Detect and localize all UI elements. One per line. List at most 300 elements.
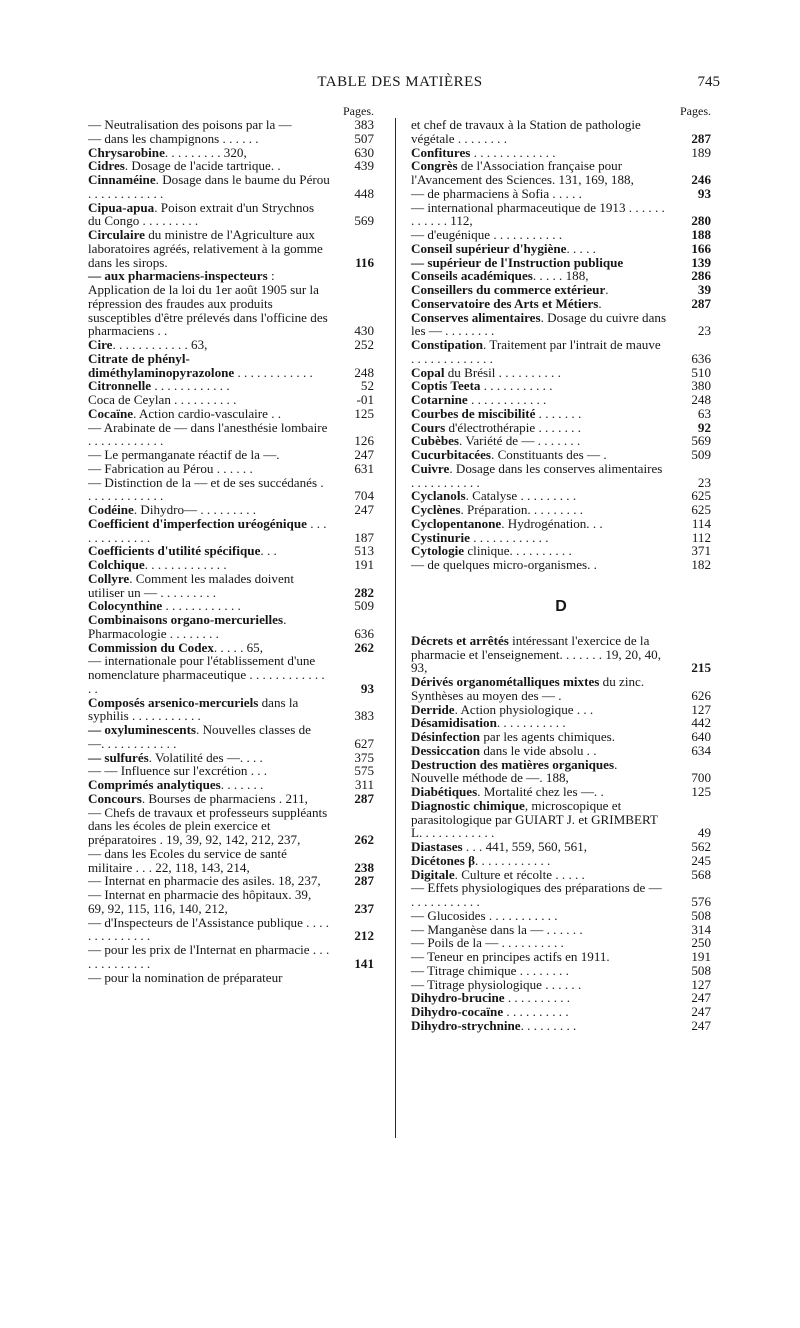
entry-page-number: 513 (354, 543, 374, 559)
index-entry (88, 874, 374, 888)
entry-text (88, 338, 330, 352)
index-entry (88, 971, 374, 985)
entry-text (411, 311, 667, 339)
entry-page-number: 442 (691, 715, 711, 731)
entry-page-number: 23 (697, 323, 711, 339)
entry-heading: Coefficient d'imperfection uréogénique (88, 515, 307, 531)
entry-page-number: 636 (691, 350, 711, 366)
index-entry (411, 393, 711, 407)
entry-heading: Cours (411, 419, 446, 435)
entry-page-number: 125 (354, 405, 374, 421)
entry-page-number: 383 (354, 117, 374, 132)
index-entry (411, 146, 711, 160)
entry-text (411, 950, 667, 964)
page-title: TABLE DES MATIÈRES (317, 74, 483, 90)
index-entries-d (411, 634, 711, 1033)
entry-heading: Diastases (411, 839, 463, 854)
entry-page-number: 625 (691, 488, 711, 504)
entry-description: — de pharmaciens à Sofia . . . . . (411, 185, 582, 201)
index-entry (88, 943, 374, 971)
entry-text (88, 723, 330, 751)
entry-text (411, 964, 667, 978)
entry-description: . . . . . . . . . (520, 1017, 577, 1033)
index-entry (411, 503, 711, 517)
entry-text (88, 641, 330, 655)
index-entry (411, 283, 711, 297)
index-entry (88, 379, 374, 393)
entry-heading: Coptis Teeta (411, 378, 481, 394)
entry-description: . . . (260, 543, 277, 559)
entry-description: par les agents chimiques. (480, 729, 616, 744)
entry-text (88, 971, 330, 985)
entry-text (411, 338, 667, 366)
index-entry (411, 187, 711, 201)
index-entry (411, 854, 711, 868)
entry-heading: Cotarnine (411, 392, 468, 407)
entry-description: — pour la nomination de préparateur (88, 969, 283, 985)
index-entry (411, 269, 711, 283)
index-entries-left (88, 118, 374, 984)
page-header (80, 74, 720, 96)
entry-text (88, 421, 330, 449)
index-entry (411, 558, 711, 572)
entry-heading: Courbes de miscibilité (411, 405, 536, 421)
entry-text (411, 269, 667, 283)
index-entry (88, 352, 374, 380)
entry-text (411, 1019, 667, 1033)
entry-text (411, 283, 667, 297)
entry-heading: Cocaïne (88, 405, 134, 421)
entry-page-number: 52 (360, 378, 374, 394)
index-entry (411, 242, 711, 256)
entry-page-number: 39 (697, 282, 711, 297)
index-column-left (88, 104, 374, 984)
entry-text (88, 572, 330, 600)
entry-heading: Commission du Codex (88, 639, 214, 655)
entry-page-number: 627 (354, 735, 374, 751)
entry-heading: Cubèbes (411, 433, 460, 449)
entry-description: — Internat en pharmacie des asiles. 18, 237, (88, 873, 321, 889)
index-entry (411, 517, 711, 531)
index-entry (411, 421, 711, 435)
entry-description: , microscopique et parasitologique par GUIART J. et GRIMBERT L. . . . . . . . . . . . (411, 797, 658, 841)
entry-description: — Titrage physiologique . . . . . . (411, 976, 582, 992)
entry-description: — de quelques micro-organismes. . (411, 557, 597, 572)
entry-heading: Conservatoire des Arts et Métiers (411, 295, 599, 311)
entry-page-number: 287 (354, 790, 374, 806)
index-entry (88, 806, 374, 847)
entry-heading: Diabétiques (411, 784, 478, 799)
entry-heading: Cyclènes (411, 502, 461, 517)
index-entries-right (411, 118, 711, 572)
index-entry (411, 228, 711, 242)
entry-page-number: 287 (354, 873, 374, 889)
entry-text (88, 476, 330, 504)
entry-page-number: 636 (354, 625, 374, 641)
entry-page-number: 166 (691, 240, 711, 256)
index-entry (411, 964, 711, 978)
entry-page-number: 508 (691, 907, 711, 923)
entry-heading: Composés arsenico-mercuriels (88, 694, 259, 710)
entry-page-number: 127 (691, 701, 711, 717)
entry-description: — Effets physiologiques des préparations de — . . . . . . . . . . . (411, 880, 662, 909)
entry-text (88, 269, 330, 338)
entry-text (88, 393, 330, 407)
index-entry (411, 978, 711, 992)
entry-description: . . . . . 188, (532, 268, 589, 284)
entry-page-number: 569 (354, 213, 374, 229)
entry-heading: — supérieur de l'Instruction publique (411, 254, 624, 270)
entry-page-number: 509 (691, 447, 711, 462)
entry-description: . . . . . . . . . . (503, 1004, 569, 1019)
index-entry (88, 916, 374, 944)
page-number: 745 (697, 74, 720, 90)
entry-page-number: 212 (354, 928, 374, 944)
index-entry (88, 118, 374, 132)
entry-text (411, 840, 667, 854)
entry-text (88, 778, 330, 792)
entry-heading: Décrets et arrêtés (411, 632, 509, 648)
entry-page-number: 311 (354, 777, 374, 792)
entry-page-number: 507 (354, 130, 374, 146)
index-entry (411, 950, 711, 964)
index-entry (411, 311, 711, 339)
entry-page-number: 191 (354, 557, 374, 572)
index-entry (411, 634, 711, 675)
index-entry (88, 173, 374, 201)
entry-text (411, 421, 667, 435)
entry-page-number: 510 (691, 364, 711, 380)
index-entry (411, 434, 711, 448)
entry-text (88, 874, 330, 888)
entry-text (411, 634, 667, 675)
entry-page-number: 575 (354, 763, 374, 779)
entry-description: . Dosage dans le baume du Pérou . . . . . . . . . . . . (88, 172, 330, 201)
entry-heading: Coefficients d'utilité spécifique (88, 543, 261, 559)
entry-text (411, 448, 667, 462)
entry-text (411, 936, 667, 950)
entry-page-number: 509 (354, 598, 374, 614)
entry-page-number: 125 (691, 784, 711, 799)
index-entry (411, 909, 711, 923)
entry-description: — d'eugénique . . . . . . . . . . . (411, 227, 563, 242)
entry-page-number: 191 (691, 949, 711, 964)
entry-page-number: 562 (691, 839, 711, 854)
pages-label: Pages. (680, 104, 711, 118)
entry-text (411, 159, 667, 187)
entry-description: — Distinction de la — et de ses succédanés . . . . . . . . . . . . . (88, 474, 324, 504)
entry-page-number: 248 (354, 364, 374, 380)
index-entry (88, 888, 374, 916)
entry-heading: Cuivre (411, 460, 450, 476)
index-entry (411, 118, 711, 146)
column-divider (395, 118, 396, 1138)
entry-description: — Le permanganate réactif de la —. (88, 447, 280, 462)
entry-heading: Congrès (411, 158, 458, 174)
entry-text (411, 758, 667, 786)
index-entry (88, 201, 374, 229)
entry-text (88, 379, 330, 393)
entry-heading: Digitale (411, 866, 455, 882)
entry-heading: Dihydro-cocaïne (411, 1004, 504, 1019)
entry-page-number: 182 (691, 557, 711, 572)
entry-description: . (605, 282, 609, 297)
entry-page-number: 630 (354, 144, 374, 160)
index-entry (88, 448, 374, 462)
entry-page-number: 250 (691, 935, 711, 951)
section-letter-heading: D (555, 597, 567, 615)
index-entry (411, 730, 711, 744)
entry-description: . . . . . . . . . . . (480, 378, 553, 394)
index-entry (88, 544, 374, 558)
entry-text (411, 744, 667, 758)
entry-description: . Action cardio-vasculaire . . (133, 405, 282, 421)
index-entry (88, 338, 374, 352)
entry-page-number: 247 (354, 502, 374, 517)
entry-text (88, 599, 330, 613)
index-entry (411, 758, 711, 786)
entry-description: . . . . . . . (535, 405, 582, 421)
entry-description: . (598, 295, 602, 311)
entry-text (411, 407, 667, 421)
entry-description: . Pharmacologie . . . . . . . . (88, 612, 287, 641)
entry-heading: — oxyluminescents (88, 722, 197, 737)
entry-description: — dans les champignons . . . . . . (88, 130, 259, 146)
entry-page-number: 93 (697, 185, 711, 201)
entry-page-number: 92 (697, 419, 711, 435)
entry-heading: Conserves alimentaires (411, 309, 541, 325)
entry-heading: Citronnelle (88, 378, 152, 394)
index-entry (411, 297, 711, 311)
entry-page-number: 448 (354, 185, 374, 201)
index-entry (411, 338, 711, 366)
entry-heading: Cire (88, 337, 113, 352)
entry-description: . . . . . . . . . . . . (469, 529, 549, 545)
entry-heading: Colocynthine (88, 598, 163, 614)
entry-page-number: 262 (354, 639, 374, 655)
index-entry (411, 531, 711, 545)
entry-description: . . . . . . . . . . . . (162, 598, 241, 614)
entry-page-number: 246 (691, 172, 711, 187)
entry-heading: Dihydro-brucine (411, 990, 505, 1006)
entry-heading: Constipation (411, 337, 484, 352)
entry-text (88, 462, 330, 476)
entry-heading: Copal (411, 364, 445, 380)
entry-description: . . . . . . . . . . . . (467, 392, 547, 407)
entry-page-number: 576 (691, 894, 711, 909)
entry-text (411, 881, 667, 909)
entry-heading: Circulaire (88, 227, 145, 242)
index-entry (88, 847, 374, 875)
entry-description: . Culture et récolte . . . . . (454, 866, 585, 882)
entry-page-number: 237 (354, 900, 374, 916)
entry-heading: Concours (88, 790, 142, 806)
entry-text (411, 297, 667, 311)
entry-page-number: 215 (691, 660, 711, 676)
entry-description: . . . . . . . . . . . . 63, (112, 337, 208, 352)
entry-description: — d'Inspecteurs de l'Assistance publique . . . . . . . . . . . . . . (88, 914, 330, 944)
index-entry (411, 785, 711, 799)
entry-text (411, 675, 667, 703)
entry-text (411, 799, 667, 840)
index-entry (411, 923, 711, 937)
entry-page-number: -01 (356, 392, 374, 407)
entry-description: — Arabinate de — dans l'anesthésie lombaire . . . . . . . . . . . . (88, 419, 328, 449)
index-entry (411, 159, 711, 187)
entry-description: . Variété de — . . . . . . . (459, 433, 581, 449)
entry-page-number: 314 (691, 921, 711, 937)
index-entry (88, 764, 374, 778)
entry-text (411, 242, 667, 256)
entry-heading: Cinnaméine (88, 172, 156, 187)
entry-text (411, 517, 667, 531)
entry-page-number: 634 (691, 742, 711, 758)
entry-page-number: 700 (691, 770, 711, 786)
entry-description: — — Influence sur l'excrétion . . . (88, 763, 268, 779)
entry-description: — internationale pour l'établissement d'une nomenclature pharmaceutique . . . . . . . . . . . . . . (88, 653, 325, 696)
entry-text (88, 654, 330, 695)
entry-text (88, 916, 330, 944)
entry-text (411, 434, 667, 448)
entry-description: . . . . . . . . . . . . . (88, 515, 327, 545)
entry-page-number: 287 (691, 295, 711, 311)
entry-text (411, 558, 667, 572)
index-entry (88, 132, 374, 146)
entry-page-number: 508 (691, 962, 711, 978)
entry-page-number: 640 (691, 729, 711, 744)
entry-heading: Cyclanols (411, 488, 466, 504)
entry-text (411, 531, 667, 545)
entry-text (411, 146, 667, 160)
index-entry (88, 723, 374, 751)
entry-heading: Désamidisation (411, 715, 497, 731)
index-entry (411, 675, 711, 703)
entry-page-number: 287 (691, 130, 711, 146)
entry-description: . Constituants des — . (491, 447, 607, 462)
entry-text (88, 764, 330, 778)
index-column-right (411, 104, 711, 1033)
entry-page-number: 23 (697, 474, 711, 490)
index-entry (88, 599, 374, 613)
entry-text (88, 847, 330, 875)
entry-description: — Manganèse dans la — . . . . . . (411, 921, 583, 937)
entry-page-number: 625 (691, 502, 711, 517)
index-entry (88, 558, 374, 572)
index-entry (88, 572, 374, 600)
entry-page-number: 49 (697, 825, 711, 841)
entry-text (88, 352, 330, 380)
entry-description: . . . 441, 559, 560, 561, (462, 839, 588, 854)
index-entry (88, 421, 374, 449)
entry-text (411, 544, 667, 558)
entry-page-number: 247 (691, 1017, 711, 1033)
entry-text (411, 503, 667, 517)
entry-description: du zinc. Synthèses au moyen des — . (411, 674, 645, 703)
entry-page-number: 248 (691, 392, 711, 407)
entry-text (411, 201, 667, 229)
entry-description: . Dosage de l'acide tartrique. . (124, 158, 281, 174)
entry-description: . . . . . (566, 240, 596, 256)
index-entry (411, 840, 711, 854)
entry-text (88, 503, 330, 517)
entry-page-number: 112 (691, 529, 711, 545)
entry-text (88, 558, 330, 572)
entry-page-number: 126 (354, 433, 374, 449)
index-entry (88, 159, 374, 173)
entry-heading: Désinfection (411, 729, 481, 744)
index-entry (411, 703, 711, 717)
entry-page-number: 141 (354, 955, 374, 971)
entry-text (88, 751, 330, 765)
entry-text (88, 407, 330, 421)
entry-page-number: 430 (354, 323, 374, 339)
entry-description: du Brésil . . . . . . . . . . (444, 364, 561, 380)
entry-description: . . . . . . . . . 320, (164, 144, 247, 160)
entry-description: . Poison extrait d'un Strychnos du Congo . . . . . . . . . (88, 199, 315, 229)
index-entry (88, 654, 374, 695)
entry-text (411, 909, 667, 923)
entry-heading: Dicétones β (411, 852, 475, 868)
index-entry (411, 256, 711, 270)
entry-page-number: 247 (354, 447, 374, 462)
entry-text (88, 132, 330, 146)
entry-text (88, 943, 330, 971)
entry-text (88, 201, 330, 229)
entry-heading: Dihydro-strychnine (411, 1017, 521, 1033)
entry-text (411, 228, 667, 242)
entry-text (411, 854, 667, 868)
entry-description: clinique. . . . . . . . . . (464, 543, 572, 559)
index-entry (411, 201, 711, 229)
entry-page-number: 631 (354, 460, 374, 476)
index-entry (411, 799, 711, 840)
entry-description: . . . . . . . . . . . . (475, 852, 551, 868)
entry-text (411, 366, 667, 380)
entry-page-number: 189 (691, 144, 711, 160)
entry-description: . Préparation. . . . . . . . . (460, 502, 584, 517)
entry-page-number: 280 (691, 213, 711, 229)
entry-page-number: 286 (691, 268, 711, 284)
index-entry (88, 778, 374, 792)
entry-heading: Comprimés analytiques (88, 777, 221, 792)
entry-text (411, 489, 667, 503)
index-entry (88, 517, 374, 545)
index-entry (88, 751, 374, 765)
entry-text (88, 696, 330, 724)
entry-description: . Bourses de pharmaciens . 211, (141, 790, 308, 806)
entry-text (88, 792, 330, 806)
entry-page-number: 127 (691, 976, 711, 992)
entry-page-number: 569 (691, 433, 711, 449)
entry-page-number: 116 (355, 254, 374, 270)
entry-text (88, 544, 330, 558)
index-entry (88, 613, 374, 641)
entry-description: d'électrothérapie . . . . . . . (445, 419, 581, 435)
entry-text (88, 118, 330, 132)
entry-text (411, 923, 667, 937)
entry-heading: Conseils académiques (411, 268, 533, 284)
entry-description: — international pharmaceutique de 1913 . . . . . . . . . . . . 112, (411, 199, 665, 229)
entry-description: . . . . . . . . . . (504, 990, 571, 1006)
entry-page-number: 282 (354, 584, 374, 600)
entry-text (88, 806, 330, 847)
entry-heading: Collyre (88, 570, 130, 586)
entry-description: . . . . . . . . . . . . . (144, 557, 227, 572)
entry-text (88, 228, 330, 269)
entry-description: — Fabrication au Pérou . . . . . . (88, 460, 253, 476)
entry-heading: Cyclopentanone (411, 515, 502, 531)
entry-description: . Volatilité des —. . . . (148, 749, 263, 765)
